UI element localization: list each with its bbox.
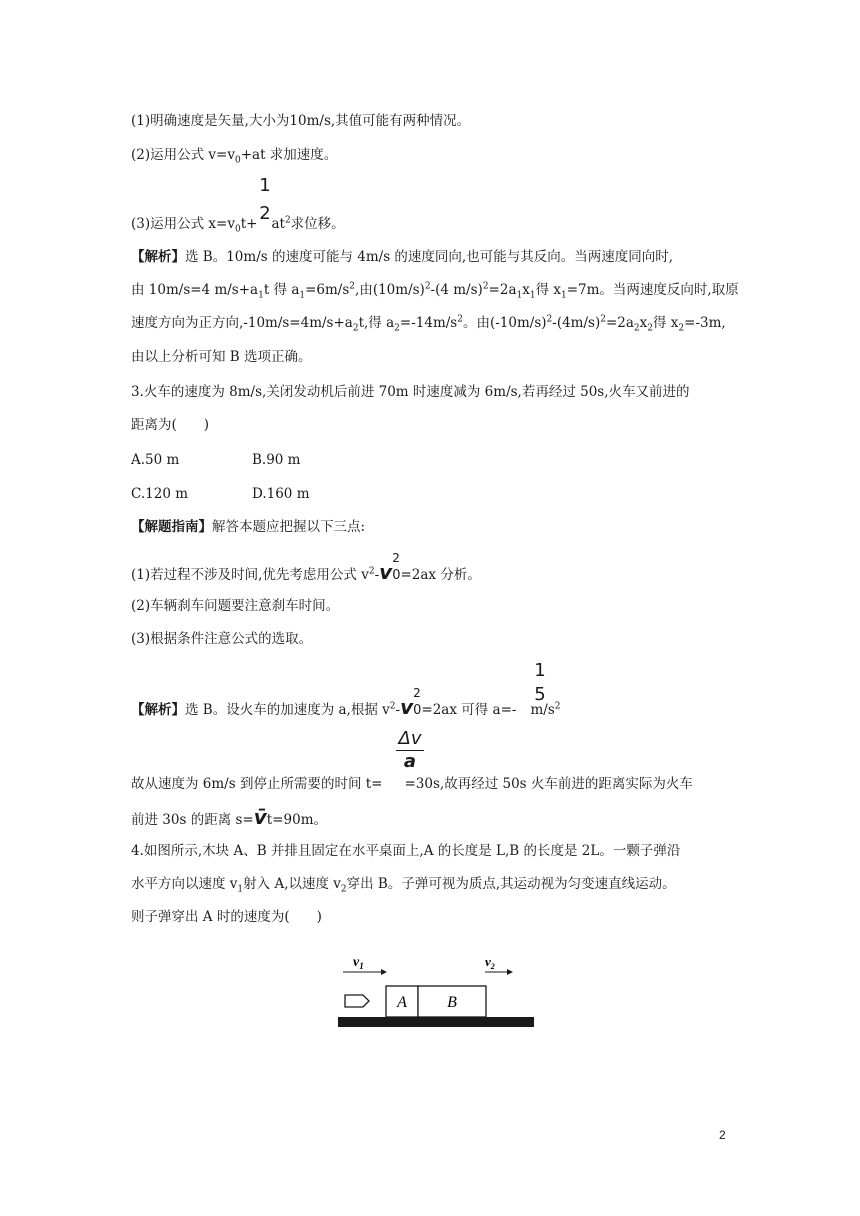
text: 3.火车的速度为 8m/s,关闭发动机后前进 70m 时速度减为 6m/s,若再经过 50s,火车又前进的 (131, 384, 690, 400)
text: m/s (530, 702, 555, 718)
text-line (131, 146, 337, 164)
analysis-tag: 【解析】 (131, 702, 185, 718)
text: x (522, 282, 530, 298)
text: (2)运用公式 v=v (131, 147, 235, 163)
superscript: 2 (349, 281, 356, 292)
option-b (252, 451, 300, 469)
subscript: 1 (299, 290, 306, 301)
superscript: 2 (392, 551, 400, 565)
text: x (639, 315, 648, 331)
text-line (131, 551, 481, 585)
denominator: 5 (534, 684, 546, 705)
text: 得 x (535, 282, 561, 298)
text: +at 求加速度。 (240, 147, 338, 163)
table-surface (338, 1017, 534, 1027)
text: 速度方向为正方向,-10m/s=4m/s+a (131, 315, 353, 331)
question-4-line (131, 908, 322, 926)
text: =-14m/s (399, 315, 458, 331)
text: t+ (240, 216, 258, 232)
block-a-label: A (397, 994, 407, 1011)
block-b-label: B (447, 994, 457, 1011)
subscript: 2 (678, 323, 685, 334)
subscript: 0 (392, 568, 401, 583)
subscript: 1 (561, 290, 567, 301)
denominator: a (403, 751, 417, 772)
superscript: 2 (368, 566, 375, 577)
subscript: 1 (258, 290, 264, 301)
superscript: 2 (413, 686, 421, 700)
text: t,得 a (358, 315, 395, 331)
text: A.50 m (131, 452, 180, 468)
numerator: Δv (398, 728, 422, 749)
text: 穿出 B。子弹可视为质点,其运动视为匀变速直线运动。 (346, 876, 676, 892)
option-c (131, 485, 188, 503)
text-line (131, 215, 345, 233)
denominator: 2 (259, 203, 271, 224)
text: ,由(10m/s) (355, 282, 425, 298)
text: C.120 m (131, 486, 188, 502)
numerator: 1 (259, 175, 271, 196)
v-symbol: v (379, 560, 393, 584)
v1-arrowhead (381, 969, 387, 975)
subscript: 2 (394, 323, 400, 334)
text-line (131, 805, 327, 829)
text: 求位移。 (290, 216, 345, 232)
text-line (131, 597, 339, 615)
text: 。由(-10m/s) (462, 315, 547, 331)
option-d (252, 485, 310, 503)
subscript: 2 (633, 323, 640, 334)
question-3-line (131, 416, 209, 434)
v2-label: $v_2$ (485, 954, 495, 971)
text: =2a (488, 282, 517, 298)
v-symbol: v (400, 695, 414, 719)
text: 由 10m/s=4 m/s+a (131, 282, 259, 298)
superscript: 2 (457, 314, 463, 325)
text: (1)明确速度是矢量,大小为10m/s,其值可能有两种情况。 (131, 113, 471, 129)
text-line (131, 112, 470, 130)
analysis-tag: 【解析】 (131, 249, 185, 265)
text-line (131, 248, 673, 266)
subscript: 0 (234, 155, 241, 166)
text: 故从速度为 6m/s 到停止所需要的时间 t= (131, 776, 383, 792)
v2-arrowhead (507, 969, 513, 975)
superscript: 2 (482, 281, 489, 292)
text: =-3m, (684, 315, 726, 331)
text: 4.如图所示,木块 A、B 并排且固定在水平桌面上,A 的长度是 L,B 的长度是 2L。一颗子弹沿 (131, 843, 681, 859)
text: 则子弹穿出 A 时的速度为( ) (131, 909, 322, 925)
option-a (131, 451, 179, 469)
subscript: 2 (352, 323, 359, 334)
question-4-line (131, 875, 676, 893)
text: =7m。当两速度反向时,取原 (566, 282, 739, 298)
bullet-icon (345, 995, 369, 1007)
text: 射入 A,以速度 v (243, 876, 341, 892)
superscript: 2 (424, 281, 431, 292)
superscript: 2 (546, 314, 553, 325)
text: 得 x (653, 315, 679, 331)
subscript: 0 (234, 224, 241, 235)
text: D.160 m (252, 486, 310, 502)
text: t=90m。 (266, 812, 327, 828)
v-bar-symbol: v̄ (253, 805, 267, 829)
numerator: 1 (534, 660, 546, 681)
text-line (131, 686, 561, 720)
subscript: 2 (647, 323, 654, 334)
text: - (395, 702, 401, 718)
v1-label: $v_1$ (353, 955, 364, 971)
text-line (131, 630, 312, 648)
text: B.90 m (252, 452, 301, 468)
text: =2ax 可得 a=- (421, 702, 517, 718)
subscript: 1 (516, 290, 523, 301)
text: 选 B。设火车的加速度为 a,根据 v (185, 702, 390, 718)
text: =2a (605, 315, 634, 331)
text: 由以上分析可知 B 选项正确。 (131, 349, 312, 365)
text: =6m/s (305, 282, 350, 298)
question-3-line (131, 383, 690, 401)
text: 选 B。10m/s 的速度可能与 4m/s 的速度同向,也可能与其反向。当两速度同向时, (185, 249, 673, 265)
page-number: 2 (719, 1128, 726, 1142)
text: (2)车辆刹车问题要注意刹车时间。 (131, 598, 340, 614)
superscript: 2 (600, 314, 606, 325)
subscript: 2 (340, 884, 347, 895)
question-4-line (131, 842, 680, 860)
superscript: 2 (554, 701, 561, 712)
text-line (131, 314, 726, 332)
text: t 得 a (263, 282, 300, 298)
subscript: 1 (237, 884, 244, 895)
text: (3)根据条件注意公式的选取。 (131, 631, 313, 647)
guide-tag: 【解题指南】 (131, 519, 212, 535)
text: 解答本题应把握以下三点: (212, 519, 366, 535)
text: 水平方向以速度 v (131, 876, 238, 892)
superscript: 2 (284, 215, 291, 226)
text-line (131, 281, 739, 299)
text: (1)若过程不涉及时间,优先考虑用公式 v (131, 567, 369, 583)
text: at (271, 216, 285, 232)
text: 距离为( ) (131, 417, 210, 433)
text-line (131, 348, 312, 366)
fraction-dv-over-a (396, 730, 424, 771)
text: =2ax 分析。 (400, 567, 481, 583)
text-line (131, 518, 365, 536)
text: 前进 30s 的距离 s= (131, 812, 254, 828)
text: -(4m/s) (552, 315, 601, 331)
text: - (374, 567, 380, 583)
text-line (131, 775, 693, 793)
text: (3)运用公式 x=v (131, 216, 235, 232)
text: =30s,故再经过 50s 火车前进的距离实际为火车 (404, 776, 693, 792)
subscript: 1 (529, 290, 536, 301)
subscript: 0 (413, 703, 422, 718)
bullet-blocks-figure (335, 950, 540, 1035)
text: -(4 m/s) (430, 282, 483, 298)
superscript: 2 (389, 701, 396, 712)
